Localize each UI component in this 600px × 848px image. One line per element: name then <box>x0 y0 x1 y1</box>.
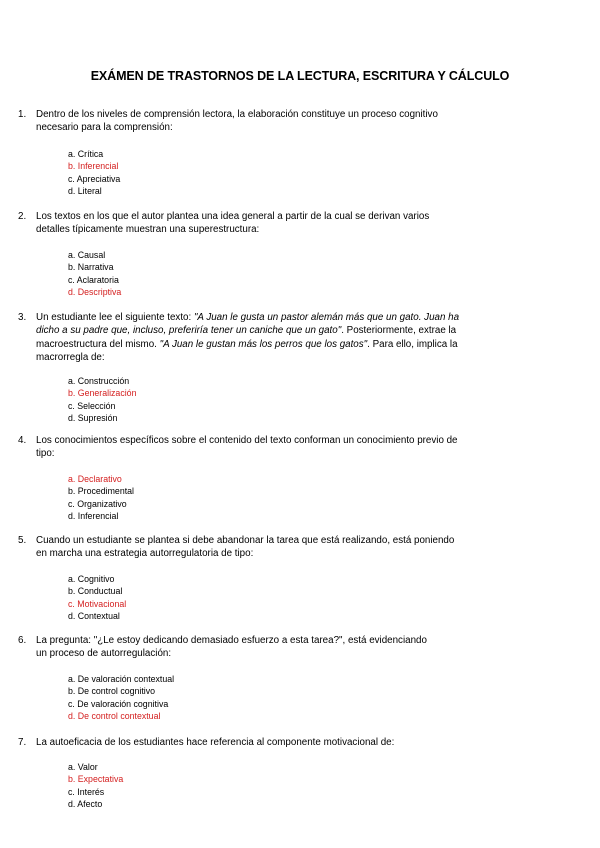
question-3 <box>18 311 518 364</box>
option-c: c. Apreciativa <box>68 173 121 184</box>
option-a: a. Crítica <box>68 149 104 159</box>
question-7 <box>18 736 518 749</box>
question-text-line <box>36 338 518 351</box>
text-segment: macroestructura del mismo. <box>36 338 160 350</box>
quote-segment: "A Juan le gusta un pastor alemán más que un gato. Juan ha <box>193 312 460 323</box>
question-4 <box>18 434 518 461</box>
options-1 <box>68 148 268 198</box>
option-c: c. Interés <box>68 786 105 797</box>
option-d: d. Literal <box>68 186 102 197</box>
question-text-line: Los textos en los que el autor plantea una idea general a partir de la cual se derivan varios <box>36 211 430 222</box>
question-2 <box>18 210 518 237</box>
question-text-line: en marcha una estrategia autorregulatoria de tipo: <box>36 548 254 560</box>
question-number: 1. <box>18 109 27 120</box>
question-number: 7. <box>18 737 27 748</box>
question-text-line <box>36 324 518 337</box>
text-segment: . Para ello, implica la <box>367 338 458 350</box>
question-number: 6. <box>18 635 27 646</box>
option-b-correct: b. Expectativa <box>68 774 124 785</box>
question-text-line: Dentro de los niveles de comprensión lectora, la elaboración constituye un proceso cognitivo <box>36 109 438 120</box>
question-text-line: Cuando un estudiante se plantea si debe abandonar la tarea que está realizando, está poniendo <box>36 535 455 546</box>
option-b: b. Procedimental <box>68 486 135 497</box>
option-a: a. Valor <box>68 762 98 772</box>
question-text-line: macrorregla de: <box>36 351 105 363</box>
options-6 <box>68 673 268 723</box>
question-text-line: La autoeficacia de los estudiantes hace referencia al componente motivacional de: <box>36 737 395 748</box>
quote-segment: "A Juan le gustan más los perros que los gatos" <box>159 338 368 350</box>
question-text-line: un proceso de autorregulación: <box>36 648 172 660</box>
option-a: a. Construcción <box>68 376 130 386</box>
question-text-line: detalles típicamente muestran una superestructura: <box>36 224 260 236</box>
question-number: 2. <box>18 211 27 222</box>
question-text-line: necesario para la comprensión: <box>36 122 173 134</box>
options-3 <box>68 375 268 425</box>
option-d-correct: d. De control contextual <box>68 711 161 722</box>
option-b: b. Narrativa <box>68 262 114 273</box>
text-segment: Un estudiante lee el siguiente texto: <box>36 312 194 323</box>
question-text-line: tipo: <box>36 448 55 460</box>
option-a: a. De valoración contextual <box>68 674 175 684</box>
option-a: a. Causal <box>68 250 106 260</box>
option-c: c. Organizativo <box>68 498 127 509</box>
question-text-line: Los conocimientos específicos sobre el contenido del texto conforman un conocimiento previo de <box>36 435 458 446</box>
question-number: 5. <box>18 535 27 546</box>
option-a: a. Cognitivo <box>68 574 115 584</box>
option-d: d. Afecto <box>68 799 103 810</box>
option-b: b. De control cognitivo <box>68 686 156 697</box>
option-a-correct: a. Declarativo <box>68 474 122 484</box>
options-2 <box>68 249 268 299</box>
text-segment: . Posteriormente, extrae la <box>341 325 457 337</box>
options-7 <box>68 761 268 811</box>
option-b-correct: b. Generalización <box>68 388 137 399</box>
option-b: b. Conductual <box>68 586 123 597</box>
page-title: EXÁMEN DE TRASTORNOS DE LA LECTURA, ESCRITURA Y CÁLCULO <box>90 69 510 83</box>
question-5 <box>18 534 518 561</box>
question-text-line <box>36 311 518 324</box>
question-1 <box>18 108 518 135</box>
option-b-correct: b. Inferencial <box>68 161 119 172</box>
option-d-correct: d. Descriptiva <box>68 287 122 298</box>
options-4 <box>68 473 268 523</box>
option-d: d. Supresión <box>68 413 118 424</box>
option-c: c. Selección <box>68 400 116 411</box>
option-d: d. Inferencial <box>68 511 119 522</box>
question-number: 3. <box>18 312 27 323</box>
quote-segment: dicho a su padre que, incluso, preferiría tener un caniche que un gato" <box>36 325 342 337</box>
question-number: 4. <box>18 435 27 446</box>
options-5 <box>68 573 268 623</box>
option-c: c. De valoración cognitiva <box>68 698 169 709</box>
option-c-correct: c. Motivacional <box>68 598 127 609</box>
option-c: c. Aclaratoria <box>68 274 119 285</box>
question-text-line: La pregunta: "¿Le estoy dedicando demasiado esfuerzo a esta tarea?", está evidenciando <box>36 635 427 646</box>
question-6 <box>18 634 518 661</box>
option-d: d. Contextual <box>68 611 120 622</box>
